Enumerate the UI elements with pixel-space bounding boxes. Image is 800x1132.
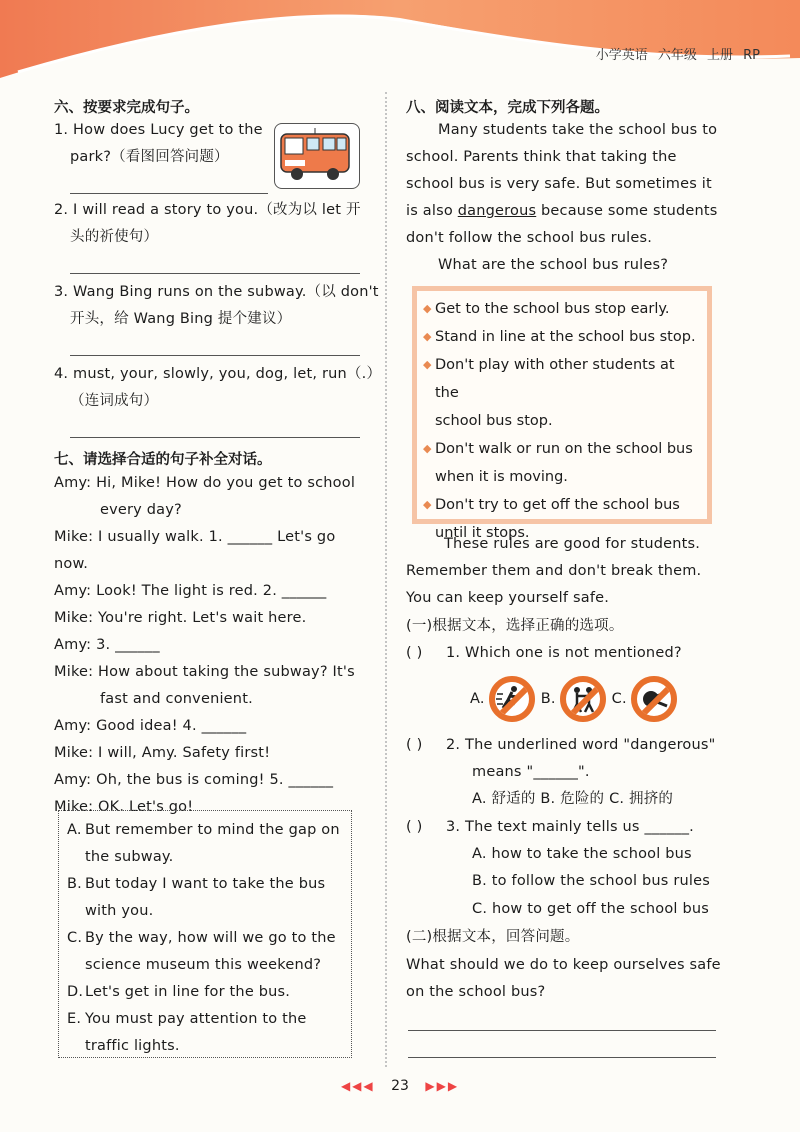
bus-illustration: [274, 123, 360, 189]
part1-title: (一)根据文本，选择正确的选项。: [406, 618, 624, 634]
dialogue-line: Amy: 3. ______: [54, 637, 160, 653]
q2-paren[interactable]: ( ): [406, 737, 423, 753]
q2-line2: means "______".: [472, 764, 590, 780]
header-banner: [0, 0, 800, 78]
dialogue-line: Mike: How about taking the subway? It's: [54, 664, 355, 680]
dialogue-line: Amy: Look! The light is red. 2. ______: [54, 583, 327, 599]
s6-q2-line1: 2. I will read a story to you.（改为以 let 开: [54, 202, 361, 218]
option-c-label: C.: [611, 690, 627, 707]
q3-option-b: B. to follow the school bus rules: [472, 873, 711, 889]
part2-title: (二)根据文本，回答问题。: [406, 929, 580, 945]
option-item: D. Let's get in line for the bus.: [67, 984, 291, 1000]
no-pushing-sign-icon[interactable]: [631, 676, 677, 722]
s6-q1-line2: park?（看图回答问题）: [70, 149, 229, 165]
option-item: with you.: [85, 903, 154, 919]
q4-line2: on the school bus?: [406, 984, 546, 1000]
q2-options: A. 舒适的 B. 危险的 C. 拥挤的: [472, 791, 674, 807]
option-item: E. You must pay attention to the: [67, 1011, 307, 1027]
dialogue-line: Mike: I usually walk. 1. ______ Let's go now.: [54, 529, 336, 572]
dialogue-line: Amy: Hi, Mike! How do you get to school: [54, 475, 356, 491]
option-item: science museum this weekend?: [85, 957, 322, 973]
option-item: B. But today I want to take the bus: [67, 876, 326, 892]
rule-item: ◆ Stand in line at the school bus stop.: [423, 323, 701, 351]
s6-q1-line1: 1. How does Lucy get to the: [54, 122, 263, 138]
s6-answer-line-4[interactable]: [70, 437, 360, 438]
rules-box: [412, 286, 712, 541]
page-number: 23: [391, 1078, 409, 1094]
dialogue-line: Mike: OK. Let's go!: [54, 799, 194, 815]
bullet-icon: ◆: [423, 302, 432, 315]
rule-item: ◆ Don't try to get off the school bus until it stops.: [423, 491, 701, 547]
dialogue-line: Mike: I will, Amy. Safety first!: [54, 745, 271, 761]
q2-line1: 2. The underlined word "dangerous": [446, 737, 716, 753]
dialogue-line: Amy: Oh, the bus is coming! 5. ______: [54, 772, 334, 788]
passage-paragraph-1: Many students take the school bus to school. Parents think that taking the school bus is very safe. But sometimes it is also dangerous because some students don't follow the school bus rules. What are the school bus rules?: [406, 117, 718, 279]
right-arrows-icon: ▶▶▶: [425, 1079, 460, 1093]
q4-answer-line-1[interactable]: [408, 1030, 716, 1031]
s6-answer-line-1[interactable]: [70, 193, 268, 194]
s6-answer-line-2[interactable]: [70, 273, 360, 274]
option-item: traffic lights.: [85, 1038, 180, 1054]
rule-item: ◆ Don't walk or run on the school bus when it is moving.: [423, 435, 701, 491]
rules-question: What are the school bus rules?: [438, 257, 669, 273]
dialogue-line: Mike: You're right. Let's wait here.: [54, 610, 307, 626]
dialogue-line: Amy: Good idea! 4. ______: [54, 718, 247, 734]
column-divider: [385, 92, 387, 1067]
rule-item: ◆ Get to the school bus stop early.: [423, 295, 701, 323]
q4-line1: What should we do to keep ourselves safe: [406, 957, 721, 973]
bullet-icon: ◆: [423, 358, 432, 371]
option-item: the subway.: [85, 849, 174, 865]
s6-answer-line-3[interactable]: [70, 355, 360, 356]
s6-q4-line2: （连词成句）: [70, 393, 159, 409]
q1-paren[interactable]: ( ): [406, 645, 423, 661]
q1-text: 1. Which one is not mentioned?: [446, 645, 682, 661]
option-item: C. By the way, how will we go to the: [67, 930, 336, 946]
q4-answer-line-2[interactable]: [408, 1057, 716, 1058]
s6-q3-line2: 开头，给 Wang Bing 提个建议）: [70, 311, 292, 327]
section6-title: 六、按要求完成句子。: [54, 100, 199, 116]
bullet-icon: ◆: [423, 498, 432, 511]
s6-q2-line2: 头的祈使句）: [70, 229, 159, 245]
q3-text: 3. The text mainly tells us ______.: [446, 819, 694, 835]
bullet-icon: ◆: [423, 442, 432, 455]
s6-q3-line1: 3. Wang Bing runs on the subway.（以 don't: [54, 284, 379, 300]
q3-option-c: C. how to get off the school bus: [472, 901, 709, 917]
left-arrows-icon: ◀◀◀: [340, 1079, 375, 1093]
q3-option-a: A. how to take the school bus: [472, 846, 692, 862]
section7-title: 七、请选择合适的句子补全对话。: [54, 452, 272, 468]
underlined-word: dangerous: [457, 203, 537, 219]
dialogue-line: every day?: [100, 502, 182, 518]
header-text: 小学英语 六年级 上册 RP: [595, 48, 760, 63]
section8-title: 八、阅读文本，完成下列各题。: [406, 100, 609, 116]
no-playing-sign-icon[interactable]: [560, 676, 606, 722]
q1-options: [470, 676, 677, 722]
options-box: [58, 810, 352, 1058]
page-footer: [0, 1078, 800, 1094]
option-item: A. But remember to mind the gap on: [67, 822, 340, 838]
dialogue-line: fast and convenient.: [100, 691, 253, 707]
dialogue: [54, 470, 364, 821]
passage-paragraph-2: These rules are good for students. Remember them and don't break them. You can keep yourself safe.: [406, 536, 702, 606]
rule-item: ◆ Don't play with other students at the school bus stop.: [423, 351, 701, 435]
no-running-sign-icon[interactable]: [489, 676, 535, 722]
option-a-label: A.: [470, 690, 485, 707]
s6-q4-line1: 4. must, your, slowly, you, dog, let, run（.）: [54, 366, 382, 382]
q3-paren[interactable]: ( ): [406, 819, 423, 835]
bullet-icon: ◆: [423, 330, 432, 343]
option-b-label: B.: [540, 690, 556, 707]
